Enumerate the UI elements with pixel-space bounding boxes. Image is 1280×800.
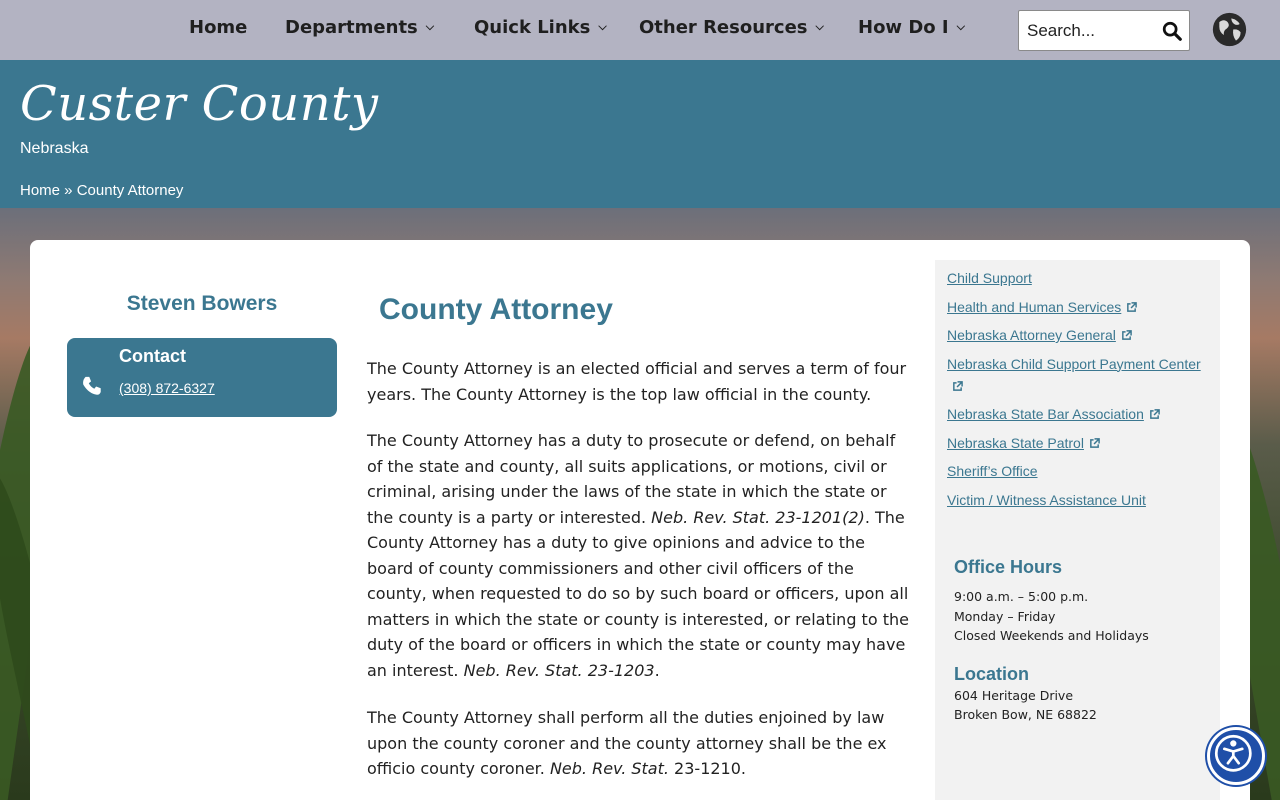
external-link-icon xyxy=(1126,302,1137,313)
link-label: Child Support xyxy=(947,270,1032,286)
link-label: Health and Human Services xyxy=(947,298,1122,315)
contact-heading: Contact xyxy=(119,346,186,366)
breadcrumb-current: County Attorney xyxy=(76,182,184,199)
nav-other-resources[interactable] xyxy=(639,17,824,43)
statute-citation: Neb. Rev. Stat. 23-1203 xyxy=(463,660,655,680)
search-box xyxy=(1018,10,1190,51)
chevron-down-icon: ⌵ xyxy=(815,20,824,33)
nav-quick-links[interactable] xyxy=(474,17,607,43)
link-label: Nebraska State Patrol xyxy=(947,434,1084,451)
nav-how-do-i-label: How Do I xyxy=(858,17,949,38)
paragraph-duties xyxy=(367,428,915,683)
link-victim-witness[interactable] xyxy=(947,489,1209,511)
link-attorney-general[interactable] xyxy=(947,324,1209,346)
paragraph-text: The County Attorney has a duty to prosecute or defend, on behalf of the state and county, all suits applications, or motions, civil or criminal, arising under the laws of the state in which the state or the county is a party or interested. xyxy=(367,431,896,527)
paragraph-coroner xyxy=(367,705,915,782)
accessibility-button[interactable] xyxy=(1207,727,1265,785)
link-label: Nebraska Child Support Payment Center xyxy=(947,355,1201,372)
location-heading: Location xyxy=(954,664,1029,684)
office-hours-heading: Office Hours xyxy=(954,557,1063,577)
paragraph-intro: The County Attorney is an elected official and serves a term of four years. The County Attorney is the top law official in the county. xyxy=(367,359,907,404)
external-link-icon xyxy=(952,381,963,392)
paragraph-text: The County Attorney shall perform all the duties enjoined by law upon the county coroner and the county attorney shall be the ex officio county coroner. xyxy=(367,708,887,778)
paragraph-text: 23-1210. xyxy=(668,759,746,778)
office-hours-days: Monday – Friday xyxy=(954,609,1056,624)
chevron-down-icon: ⌵ xyxy=(425,20,435,33)
link-sheriffs-office[interactable] xyxy=(947,460,1209,482)
nav-departments-label: Departments xyxy=(285,17,418,38)
link-label: Nebraska Attorney General xyxy=(947,327,1116,343)
nav-other-resources-label: Other Resources xyxy=(639,17,808,38)
breadcrumb-separator: » xyxy=(60,182,77,199)
office-hours-closed: Closed Weekends and Holidays xyxy=(954,628,1149,643)
external-link-icon xyxy=(1121,330,1132,341)
phone-icon xyxy=(81,375,103,397)
location-city: Broken Bow, NE 68822 xyxy=(954,707,1097,722)
nav-quick-links-label: Quick Links xyxy=(474,17,591,38)
accessibility-icon xyxy=(1210,730,1262,782)
contact-box xyxy=(67,338,337,417)
nav-departments[interactable] xyxy=(285,17,434,43)
nav-home[interactable] xyxy=(189,17,247,43)
search-icon[interactable] xyxy=(1161,20,1183,42)
site-title[interactable]: Custer County xyxy=(20,76,379,132)
paragraph-text: . xyxy=(654,660,660,680)
breadcrumb-home[interactable]: Home xyxy=(20,182,61,199)
globe-icon[interactable] xyxy=(1211,11,1248,48)
phone-link[interactable]: (308) 872-6327 xyxy=(119,380,215,396)
breadcrumb xyxy=(20,182,183,199)
link-state-patrol[interactable] xyxy=(947,432,1209,454)
office-hours-time: 9:00 a.m. – 5:00 p.m. xyxy=(954,589,1089,604)
link-health-human-services[interactable] xyxy=(947,296,1209,318)
statute-citation: Neb. Rev. Stat. xyxy=(549,759,669,778)
page-title: County Attorney xyxy=(379,293,613,326)
link-label: Nebraska State Bar Association xyxy=(947,406,1144,422)
link-child-support-payment-center[interactable] xyxy=(947,353,1209,397)
chevron-down-icon: ⌵ xyxy=(956,20,965,33)
site-header xyxy=(0,60,1280,208)
paragraph-text: . The County Attorney has a duty to give opinions and advice to the board of county commissioners and other civil officers of the county, when requested to do so by such board or officers, upon all matters in which the state or county is interested, or relating to the duty of the board or officers in which the state or county may have an interest. xyxy=(367,507,909,680)
contact-name: Steven Bowers xyxy=(126,292,278,315)
top-navigation xyxy=(0,0,1280,60)
link-state-bar-association[interactable] xyxy=(947,403,1209,425)
statute-citation: Neb. Rev. Stat. 23-1201(2) xyxy=(651,507,865,527)
nav-home-label: Home xyxy=(189,17,248,38)
external-link-icon xyxy=(1149,409,1160,420)
link-label: Victim / Witness Assistance Unit xyxy=(947,491,1146,508)
search-input[interactable] xyxy=(1027,20,1157,42)
chevron-down-icon: ⌵ xyxy=(598,20,607,33)
external-link-icon xyxy=(1089,438,1100,449)
link-label: Sheriff’s Office xyxy=(947,463,1038,479)
location-street: 604 Heritage Drive xyxy=(954,688,1074,703)
nav-how-do-i[interactable] xyxy=(858,17,965,43)
site-subtitle: Nebraska xyxy=(20,140,89,157)
link-child-support[interactable] xyxy=(947,267,1209,289)
related-links xyxy=(947,267,1209,517)
